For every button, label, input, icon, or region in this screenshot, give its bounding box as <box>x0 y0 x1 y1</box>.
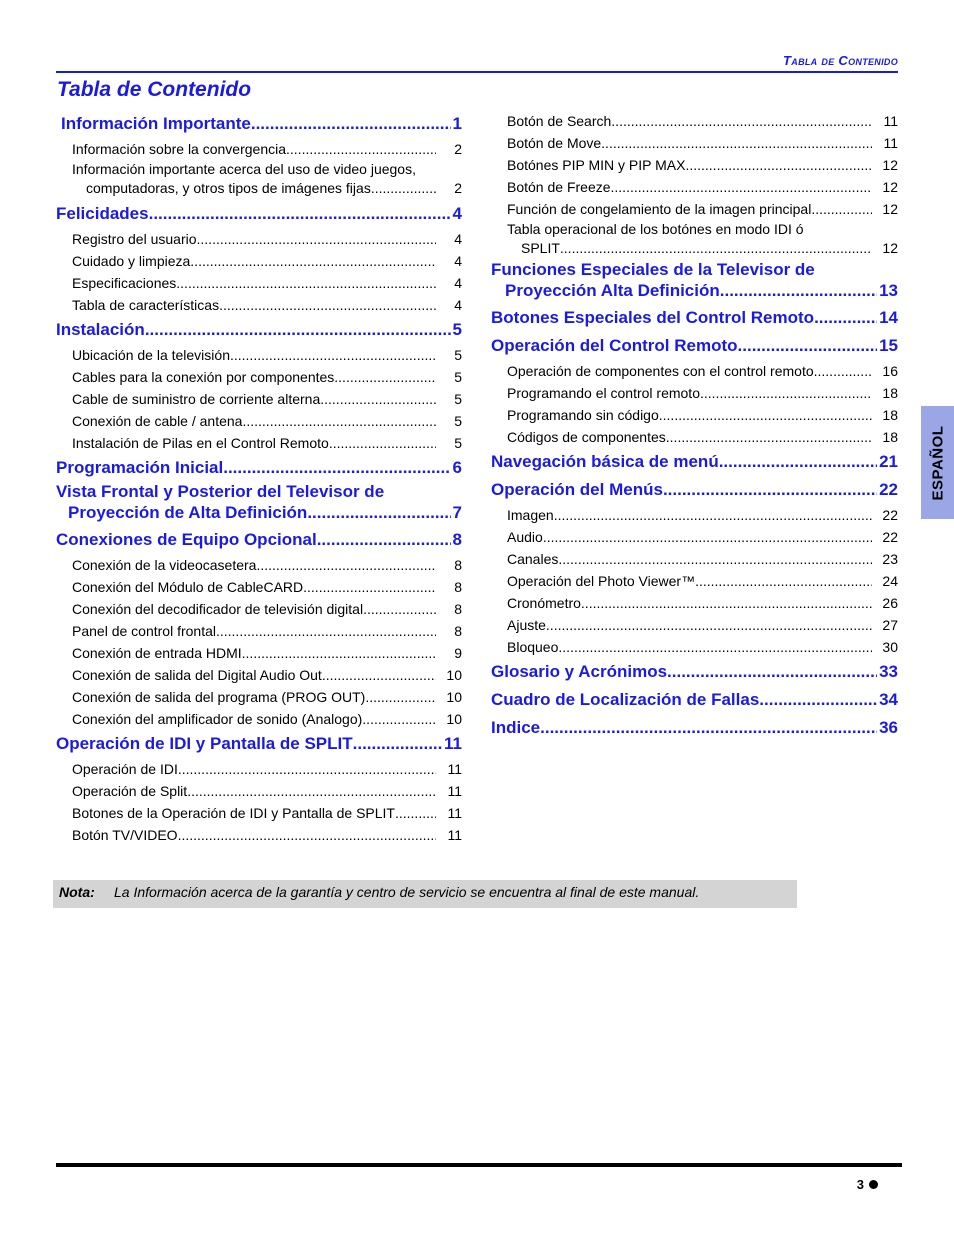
toc-section-link[interactable] <box>56 526 462 554</box>
toc-section-row[interactable] <box>491 714 898 742</box>
entry-title: Conexiones de Equipo Opcional <box>56 530 317 549</box>
toc-entry-row[interactable] <box>72 824 462 846</box>
entry-title: Cronómetro <box>507 595 581 611</box>
entry-page: 4 <box>454 253 462 269</box>
dot-leader <box>560 239 872 258</box>
toc-section-link[interactable] <box>491 686 898 714</box>
toc-entry-row[interactable] <box>72 388 462 410</box>
toc-entry-row[interactable] <box>507 360 898 382</box>
entry-title: Conexión de la videocasetera <box>72 557 257 573</box>
toc-section-link[interactable] <box>491 658 898 686</box>
dot-leader <box>303 576 436 598</box>
toc-entry-link[interactable] <box>56 228 462 250</box>
dot-leader <box>219 294 436 316</box>
toc-entry-row[interactable] <box>507 198 898 220</box>
toc-section-row[interactable] <box>56 454 462 482</box>
dot-leader <box>145 316 451 344</box>
toc-section-row[interactable] <box>491 476 898 504</box>
entry-title: Operación de IDI y Pantalla de SPLIT <box>56 734 353 753</box>
bullet-icon <box>869 1180 878 1189</box>
entry-page: 5 <box>454 391 462 407</box>
toc-entry-link[interactable] <box>491 504 898 526</box>
entry-page: 12 <box>882 179 898 195</box>
toc-entry-link[interactable] <box>491 548 898 570</box>
entry-page: 11 <box>447 783 462 799</box>
toc-entry-row[interactable] <box>72 410 462 432</box>
toc-entry-row[interactable] <box>507 176 898 198</box>
toc-column-right <box>491 110 898 742</box>
entry-title: Conexión del Módulo de CableCARD <box>72 579 304 595</box>
toc-entry-row[interactable] <box>507 548 898 570</box>
entry-title: Bloqueo <box>507 639 559 655</box>
entry-title: Botón TV/VIDEO <box>72 827 178 843</box>
entry-title: Operación de IDI <box>72 761 178 777</box>
entry-page: 24 <box>882 573 898 589</box>
entry-title: Botones Especiales del Control Remoto <box>491 308 815 327</box>
dot-leader <box>601 132 872 154</box>
toc-entry-row[interactable] <box>72 366 462 388</box>
toc-entry-link[interactable] <box>56 620 462 642</box>
entry-page: 22 <box>882 507 898 523</box>
footer-rule <box>56 1163 902 1167</box>
entry-title: Tabla de características <box>72 297 220 313</box>
entry-title: Glosario y Acrónimos <box>491 662 668 681</box>
dot-leader <box>663 476 877 504</box>
toc-section-link[interactable] <box>56 482 462 526</box>
entry-page: 8 <box>452 530 462 549</box>
entry-page: 33 <box>879 662 898 681</box>
entry-title: Indice <box>491 718 541 737</box>
dot-leader <box>759 686 877 714</box>
dot-leader <box>558 636 872 658</box>
entry-page: 4 <box>454 297 462 313</box>
entry-page: 26 <box>882 595 898 611</box>
entry-page: 34 <box>879 690 898 709</box>
entry-page: 12 <box>882 201 898 217</box>
toc-entry-link[interactable] <box>56 824 462 846</box>
running-header-text: Tabla de Contenido <box>783 53 898 68</box>
toc-entry-link[interactable] <box>56 598 462 620</box>
toc-section-line1: Funciones Especiales de la Televisor de <box>491 260 815 279</box>
entry-page: 18 <box>882 407 898 423</box>
entry-title: Instalación <box>56 320 145 339</box>
entry-page: 6 <box>452 458 462 477</box>
toc-section-row[interactable] <box>491 280 898 302</box>
dot-leader <box>307 502 450 524</box>
toc-column-left <box>56 110 462 846</box>
toc-section-row[interactable] <box>56 730 462 758</box>
toc-entry-row[interactable] <box>72 758 462 780</box>
toc-section-row[interactable] <box>56 502 462 524</box>
entry-page: 5 <box>452 320 462 339</box>
entry-page: 7 <box>452 503 462 522</box>
entry-title: Imagen <box>507 507 554 523</box>
entry-page: 11 <box>444 734 462 753</box>
toc-section-row[interactable] <box>61 110 462 138</box>
entry-page: 11 <box>447 761 462 777</box>
dot-leader <box>546 614 872 636</box>
toc-entry-link[interactable] <box>491 198 898 220</box>
toc-entry-row[interactable] <box>72 642 462 664</box>
toc-section-link[interactable] <box>56 110 462 138</box>
dot-leader <box>187 780 436 802</box>
toc-section-link[interactable] <box>491 476 898 504</box>
toc-entry-link[interactable] <box>56 554 462 576</box>
toc-entry-row[interactable] <box>72 708 462 730</box>
dot-leader <box>242 642 436 664</box>
entry-title: Canales <box>507 551 559 567</box>
entry-title: Conexión del amplificador de sonido (Analogo) <box>72 711 363 727</box>
toc-section-link[interactable] <box>56 454 462 482</box>
entry-page: 12 <box>882 157 898 173</box>
dot-leader <box>320 388 436 410</box>
toc-entry-row[interactable] <box>72 138 462 160</box>
entry-title: Ajuste <box>507 617 546 633</box>
entry-title: Especificaciones <box>72 275 177 291</box>
dot-leader <box>223 454 450 482</box>
note-label: Nota: <box>59 884 95 900</box>
toc-entry-link[interactable] <box>491 176 898 198</box>
dot-leader <box>329 432 436 454</box>
entry-title: Programando el control remoto <box>507 385 700 401</box>
toc-entry-link[interactable] <box>56 664 462 686</box>
toc-entry-link[interactable] <box>491 110 898 132</box>
toc-entry-link[interactable] <box>56 708 462 730</box>
toc-entry-row[interactable] <box>72 620 462 642</box>
dot-leader <box>540 714 877 742</box>
toc-entry-line1: Información importante acerca del uso de video juegos, <box>72 161 416 177</box>
toc-entry-row[interactable] <box>507 504 898 526</box>
entry-title: Operación de componentes con el control remoto <box>507 363 814 379</box>
toc-section-row[interactable] <box>56 200 462 228</box>
entry-page: 4 <box>454 275 462 291</box>
dot-leader <box>720 280 877 302</box>
toc-entry-row[interactable] <box>507 239 898 258</box>
language-tab-label: ESPAÑOL <box>929 425 946 500</box>
toc-entry-link[interactable] <box>56 388 462 410</box>
entry-page: 8 <box>454 579 462 595</box>
entry-title: Audio <box>507 529 543 545</box>
toc-entry-link[interactable] <box>56 802 462 824</box>
entry-title: Operación del Menús <box>491 480 663 499</box>
note-text: La Información acerca de la garantía y centro de servicio se encuentra al final de este manual. <box>114 884 700 900</box>
entry-title: Botón de Search <box>507 113 612 129</box>
toc-section-link[interactable] <box>491 304 898 332</box>
entry-title: Información Importante <box>61 114 251 133</box>
toc-entry-row[interactable] <box>507 132 898 154</box>
entry-page: 5 <box>454 369 462 385</box>
dot-leader <box>334 366 436 388</box>
dot-leader <box>611 110 872 132</box>
toc-entry-row[interactable] <box>72 802 462 824</box>
entry-title: Proyección de Alta Definición <box>68 503 308 522</box>
toc-entry-row[interactable] <box>72 598 462 620</box>
dot-leader <box>814 304 877 332</box>
entry-page: 5 <box>454 435 462 451</box>
entry-page: 14 <box>879 308 898 327</box>
toc-entry-link[interactable] <box>491 360 898 382</box>
entry-page: 2 <box>454 141 462 157</box>
entry-title: Cable de suministro de corriente alterna <box>72 391 321 407</box>
entry-page: 30 <box>882 639 898 655</box>
toc-section-row[interactable] <box>491 448 898 476</box>
entry-page: 2 <box>454 180 462 196</box>
note-box <box>53 880 797 908</box>
entry-page: 18 <box>882 429 898 445</box>
dot-leader <box>371 179 436 198</box>
entry-title: Proyección Alta Definición <box>505 281 720 300</box>
dot-leader <box>178 824 436 846</box>
dot-leader <box>581 592 872 614</box>
dot-leader <box>700 382 872 404</box>
entry-title: Conexión de cable / antena <box>72 413 243 429</box>
entry-page: 8 <box>454 623 462 639</box>
toc-entry-link[interactable] <box>56 410 462 432</box>
dot-leader <box>667 658 877 686</box>
toc-entry-link[interactable] <box>491 570 898 592</box>
entry-page: 12 <box>882 240 898 256</box>
dot-leader <box>811 198 872 220</box>
entry-page: 5 <box>454 413 462 429</box>
dot-leader <box>543 526 872 548</box>
entry-title: Conexión de salida del Digital Audio Out <box>72 667 322 683</box>
dot-leader <box>190 250 436 272</box>
entry-title: SPLIT <box>521 240 560 256</box>
toc-section-row[interactable] <box>491 304 898 332</box>
dot-leader <box>286 138 436 160</box>
toc-entry-row[interactable] <box>507 592 898 614</box>
entry-title: Programando sin código <box>507 407 659 423</box>
toc-section-link[interactable] <box>491 260 898 304</box>
dot-leader <box>251 110 451 138</box>
toc-entry-row[interactable] <box>507 404 898 426</box>
toc-section-link[interactable] <box>56 316 462 344</box>
entry-page: 22 <box>882 529 898 545</box>
page-number: 3 <box>856 1177 864 1192</box>
toc-section-row[interactable] <box>56 316 462 344</box>
dot-leader <box>317 526 451 554</box>
entry-title: Botones de la Operación de IDI y Pantalla de SPLIT <box>72 805 395 821</box>
dot-leader <box>554 504 872 526</box>
toc-entry-link[interactable] <box>491 426 898 448</box>
toc-entry-row[interactable] <box>507 382 898 404</box>
entry-title: Felicidades <box>56 204 149 223</box>
toc-entry-link[interactable] <box>56 294 462 316</box>
dot-leader <box>197 228 436 250</box>
toc-entry-row[interactable] <box>72 272 462 294</box>
dot-leader <box>149 200 451 228</box>
toc-entry-row[interactable] <box>507 570 898 592</box>
entry-page: 13 <box>879 281 898 300</box>
toc-entry-link[interactable] <box>56 272 462 294</box>
entry-page: 18 <box>882 385 898 401</box>
toc-entry-row[interactable] <box>72 664 462 686</box>
dot-leader <box>362 708 436 730</box>
entry-title: Cables para la conexión por componentes <box>72 369 335 385</box>
dot-leader <box>365 686 436 708</box>
dot-leader <box>242 410 436 432</box>
toc-section-link[interactable] <box>491 448 898 476</box>
entry-title: Códigos de componentes <box>507 429 666 445</box>
toc-entry-link[interactable] <box>491 636 898 658</box>
toc-entry-link[interactable] <box>56 138 462 160</box>
page-title: Tabla de Contenido <box>57 78 252 101</box>
entry-title: computadoras, y otros tipos de imágenes fijas <box>86 180 371 196</box>
entry-page: 9 <box>454 645 462 661</box>
dot-leader <box>685 154 872 176</box>
toc-entry-link[interactable] <box>56 758 462 780</box>
dot-leader <box>322 664 436 686</box>
toc-entry-link[interactable] <box>56 686 462 708</box>
toc-entry-row[interactable] <box>72 294 462 316</box>
entry-page: 8 <box>454 601 462 617</box>
entry-title: Panel de control frontal <box>72 623 216 639</box>
entry-page: 27 <box>882 617 898 633</box>
toc-entry-link[interactable] <box>56 160 462 200</box>
toc-entry-row[interactable] <box>507 110 898 132</box>
entry-page: 5 <box>454 347 462 363</box>
toc-entry-link[interactable] <box>491 132 898 154</box>
entry-title: Ubicación de la televisión <box>72 347 230 363</box>
toc-entry-link[interactable] <box>491 154 898 176</box>
entry-page: 23 <box>882 551 898 567</box>
entry-title: Conexión de entrada HDMI <box>72 645 242 661</box>
toc-entry-row[interactable] <box>507 154 898 176</box>
toc-entry-row[interactable] <box>72 344 462 366</box>
toc-entry-row[interactable] <box>507 636 898 658</box>
dot-leader <box>178 758 436 780</box>
entry-title: Registro del usuario <box>72 231 197 247</box>
dot-leader <box>659 404 872 426</box>
running-header <box>783 53 898 68</box>
toc-section-row[interactable] <box>491 686 898 714</box>
entry-title: Conexión del decodificador de televisión digital <box>72 601 364 617</box>
entry-title: Cuadro de Localización de Fallas <box>491 690 760 709</box>
dot-leader <box>814 360 872 382</box>
toc-entry-link[interactable] <box>56 642 462 664</box>
toc-entry-link[interactable] <box>56 780 462 802</box>
toc-entry-row[interactable] <box>72 250 462 272</box>
dot-leader <box>738 332 878 360</box>
toc-section-link[interactable] <box>56 200 462 228</box>
entry-title: Información sobre la convergencia <box>72 141 287 157</box>
dot-leader <box>695 570 872 592</box>
toc-entry-link[interactable] <box>491 526 898 548</box>
entry-title: Botónes PIP MIN y PIP MAX <box>507 157 686 173</box>
dot-leader <box>558 548 872 570</box>
entry-page: 10 <box>446 711 462 727</box>
entry-page: 15 <box>879 336 898 355</box>
entry-page: 22 <box>879 480 898 499</box>
toc-section-line1: Vista Frontal y Posterior del Televisor de <box>56 482 385 501</box>
entry-page: 10 <box>446 667 462 683</box>
entry-title: Operación del Control Remoto <box>491 336 738 355</box>
entry-page: 11 <box>447 805 462 821</box>
entry-title: Navegación básica de menú <box>491 452 719 471</box>
dot-leader <box>611 176 872 198</box>
toc-entry-row[interactable] <box>72 686 462 708</box>
toc-section-link[interactable] <box>491 714 898 742</box>
entry-page: 36 <box>879 718 898 737</box>
toc-section-row[interactable] <box>56 526 462 554</box>
toc-entry-line1: Tabla operacional de los botónes en modo IDI ó <box>507 221 804 237</box>
toc-entry-row[interactable] <box>72 554 462 576</box>
dot-leader <box>719 448 877 476</box>
toc-section-link[interactable] <box>491 332 898 360</box>
toc-section-row[interactable] <box>491 332 898 360</box>
dot-leader <box>256 554 436 576</box>
toc-entry-row[interactable] <box>72 576 462 598</box>
dot-leader <box>216 620 436 642</box>
toc-entry-link[interactable] <box>491 220 898 260</box>
entry-title: Conexión de salida del programa (PROG OUT) <box>72 689 366 705</box>
toc-entry-row[interactable] <box>72 179 462 198</box>
dot-leader <box>395 802 436 824</box>
toc-entry-link[interactable] <box>491 592 898 614</box>
dot-leader <box>230 344 436 366</box>
toc-entry-link[interactable] <box>491 382 898 404</box>
toc-entry-row[interactable] <box>507 614 898 636</box>
entry-page: 4 <box>454 231 462 247</box>
toc-entry-link[interactable] <box>56 344 462 366</box>
toc-entry-link[interactable] <box>491 614 898 636</box>
toc-entry-link[interactable] <box>56 432 462 454</box>
entry-page: 16 <box>882 363 898 379</box>
toc-entry-row[interactable] <box>72 432 462 454</box>
entry-title: Función de congelamiento de la imagen principal <box>507 201 812 217</box>
entry-page: 21 <box>879 452 898 471</box>
dot-leader <box>176 272 436 294</box>
toc-entry-row[interactable] <box>507 426 898 448</box>
entry-page: 10 <box>446 689 462 705</box>
toc-entry-link[interactable] <box>56 366 462 388</box>
toc-entry-link[interactable] <box>56 250 462 272</box>
dot-leader <box>363 598 436 620</box>
toc-entry-link[interactable] <box>56 576 462 598</box>
entry-title: Cuidado y limpieza <box>72 253 191 269</box>
entry-title: Operación del Photo Viewer™ <box>507 573 696 589</box>
toc-entry-row[interactable] <box>72 780 462 802</box>
dot-leader <box>666 426 872 448</box>
header-rule <box>56 71 898 73</box>
toc-section-row[interactable] <box>491 658 898 686</box>
toc-entry-row[interactable] <box>507 526 898 548</box>
entry-page: 8 <box>454 557 462 573</box>
toc-entry-link[interactable] <box>491 404 898 426</box>
toc-entry-row[interactable] <box>72 228 462 250</box>
entry-page: 1 <box>452 114 462 133</box>
dot-leader <box>353 730 442 758</box>
language-tab <box>921 406 954 519</box>
toc-section-link[interactable] <box>56 730 462 758</box>
entry-title: Botón de Move <box>507 135 602 151</box>
entry-page: 11 <box>883 113 898 129</box>
entry-title: Instalación de Pilas en el Control Remoto <box>72 435 329 451</box>
entry-title: Botón de Freeze <box>507 179 611 195</box>
entry-page: 11 <box>883 135 898 151</box>
entry-page: 4 <box>452 204 462 223</box>
entry-title: Programación Inicial <box>56 458 224 477</box>
entry-title: Operación de Split <box>72 783 188 799</box>
entry-page: 11 <box>447 827 462 843</box>
